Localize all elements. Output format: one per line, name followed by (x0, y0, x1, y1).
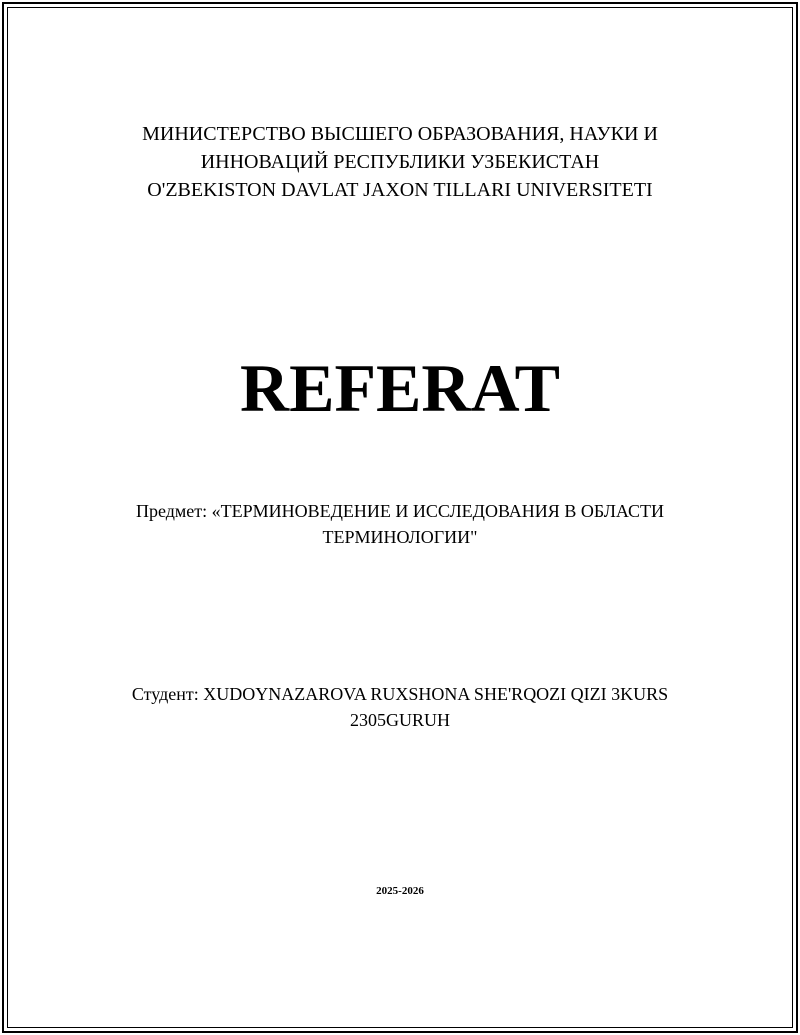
student-line-1: Студент: XUDOYNAZAROVA RUXSHONA SHE'RQOZI QIZI 3KURS (131, 684, 669, 704)
subject-line-2: ТЕРМИНОЛОГИИ" (322, 527, 478, 547)
document-title: REFERAT (240, 350, 560, 426)
ministry-line-2: ИННОВАЦИЙ РЕСПУБЛИКИ УЗБЕКИСТАН (200, 151, 600, 173)
university-name: O'ZBEKISTON DAVLAT JAXON TILLARI UNIVERSITETI (147, 179, 653, 201)
student-line-2: 2305GURUH (349, 710, 450, 730)
academic-year: 2025-2026 (376, 885, 424, 897)
ministry-line-1: МИНИСТЕРСТВО ВЫСШЕГО ОБРАЗОВАНИЯ, НАУКИ И (142, 123, 658, 145)
subject-line-1: Предмет: «ТЕРМИНОВЕДЕНИЕ И ИССЛЕДОВАНИЯ В ОБЛАСТИ (135, 501, 665, 521)
